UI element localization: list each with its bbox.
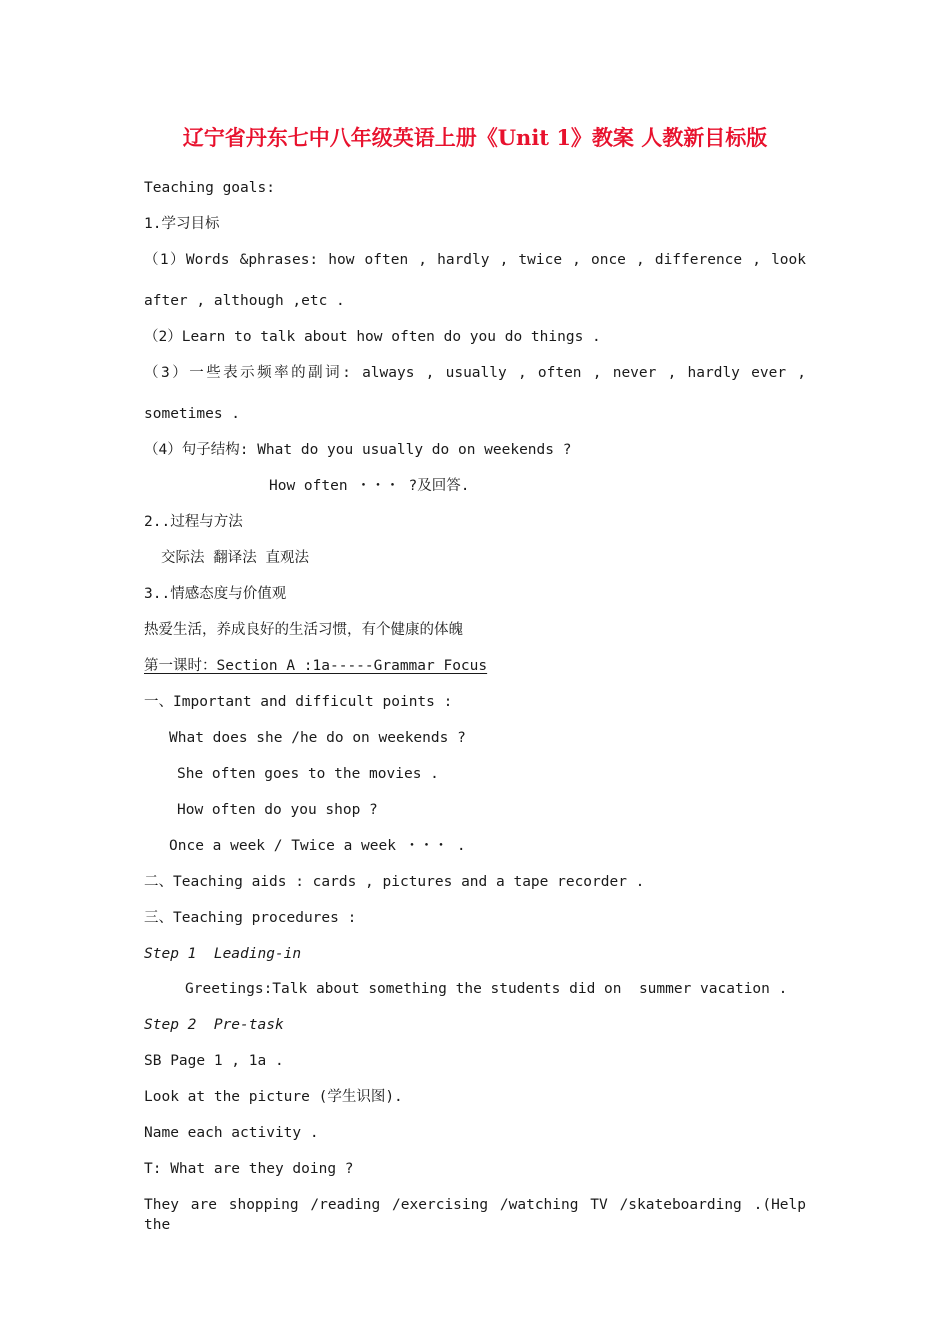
step-heading: Step 1 Leading-in	[144, 946, 302, 962]
text-line: They are shopping /reading /exercising /watching TV /skateboarding .(Help the	[144, 1197, 806, 1233]
text-line: She often goes to the movies .	[177, 766, 439, 782]
text-line: Greetings:Talk about something the students did on summer vacation .	[185, 981, 788, 997]
text-line: 1.学习目标	[144, 216, 220, 232]
text-line: What does she /he do on weekends ?	[169, 730, 466, 746]
text-line: （4）句子结构: What do you usually do on weekends ?	[144, 442, 572, 458]
section-heading: 第一课时：Section A :1a-----Grammar Focus	[144, 658, 488, 674]
text-line: （1）Words &phrases: how often , hardly , twice , once , difference , look	[144, 252, 806, 268]
text-line: sometimes .	[144, 406, 241, 422]
text-line: 热爱生活，养成良好的生活习惯，有个健康的体魄	[144, 622, 463, 638]
text-line: Once a week / Twice a week ・・・ .	[169, 838, 466, 854]
text-line: Name each activity .	[144, 1125, 319, 1141]
text-line: 一、Important and difficult points :	[144, 694, 453, 710]
text-line: 二、Teaching aids : cards , pictures and a tape recorder .	[144, 874, 645, 890]
text-line: 2..过程与方法	[144, 514, 243, 530]
text-line: （3）一些表示频率的副词: always , usually , often , never , hardly ever ,	[144, 365, 806, 381]
text-line: SB Page 1 , 1a .	[144, 1053, 284, 1069]
text-line: How often ・・・ ?及回答.	[269, 478, 470, 494]
text-line: Look at the picture (学生识图).	[144, 1089, 403, 1105]
text-line: Teaching goals:	[144, 180, 275, 196]
text-line: How often do you shop ?	[177, 802, 378, 818]
text-line: （2）Learn to talk about how often do you do things .	[144, 329, 601, 345]
text-line: 三、Teaching procedures :	[144, 910, 357, 926]
document-title: 辽宁省丹东七中八年级英语上册《Unit 1》教案 人教新目标版	[182, 125, 768, 150]
text-line: 交际法 翻译法 直观法	[161, 550, 309, 566]
text-line: 3..情感态度与价值观	[144, 586, 287, 602]
text-line: T: What are they doing ?	[144, 1161, 354, 1177]
step-heading: Step 2 Pre-task	[144, 1017, 284, 1033]
text-line: after , although ,etc .	[144, 293, 345, 309]
